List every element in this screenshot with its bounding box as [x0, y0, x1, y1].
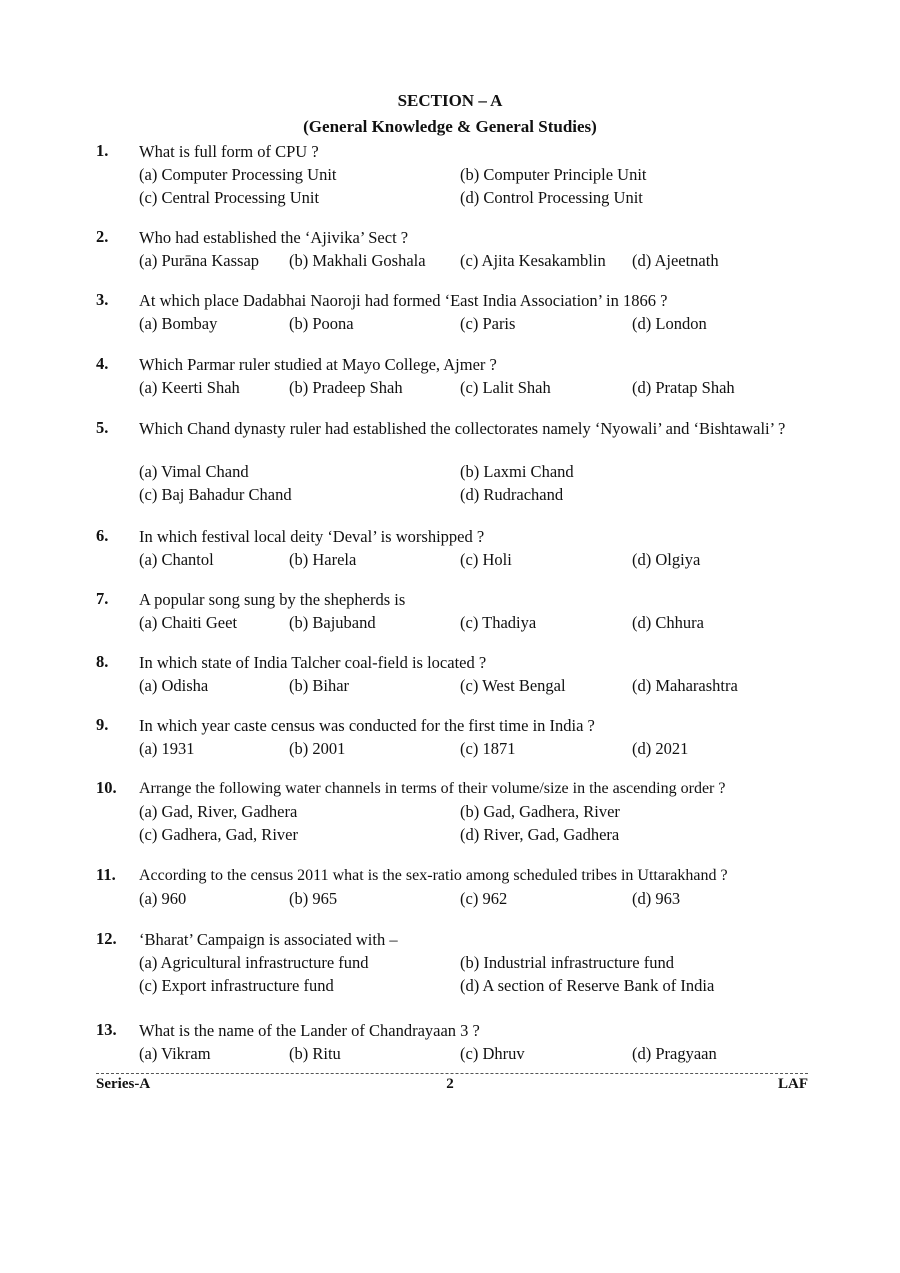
- option-b: (b) Gad, Gadhera, River: [460, 802, 620, 821]
- option-d: (d) Ajeetnath: [632, 251, 719, 270]
- option-b: (b) Computer Principle Unit: [460, 165, 647, 184]
- option-c: (c) Lalit Shah: [460, 378, 551, 397]
- option-c: (c) Ajita Kesakamblin: [460, 251, 606, 270]
- option-a: (a) Purāna Kassap: [139, 251, 260, 270]
- option-a: (a) Gad, River, Gadhera: [139, 802, 298, 821]
- question-text: Who had established the ‘Ajivika’ Sect ?: [139, 228, 409, 247]
- question-text: What is the name of the Lander of Chandrayaan 3 ?: [139, 1021, 480, 1040]
- question-number: 5.: [96, 418, 109, 437]
- option-b: (b) Industrial infrastructure fund: [460, 953, 674, 972]
- question-number: 11.: [96, 865, 116, 884]
- option-d: (d) Pragyaan: [632, 1044, 717, 1063]
- option-c: (c) Baj Bahadur Chand: [139, 485, 292, 504]
- question-number: 9.: [96, 715, 109, 734]
- option-d: (d) 963: [632, 889, 681, 908]
- option-c: (c) 1871: [460, 739, 516, 758]
- option-a: (a) Vikram: [139, 1044, 211, 1063]
- option-b: (b) Makhali Goshala: [289, 251, 426, 270]
- question-number: 2.: [96, 227, 109, 246]
- option-d: (d) Rudrachand: [460, 485, 564, 504]
- option-c: (c) Gadhera, Gad, River: [139, 825, 298, 844]
- question-number: 13.: [96, 1020, 117, 1039]
- option-a: (a) Keerti Shah: [139, 378, 240, 397]
- option-d: (d) Maharashtra: [632, 676, 738, 695]
- option-d: (d) London: [632, 314, 707, 333]
- question-number: 6.: [96, 526, 109, 545]
- option-c: (c) Dhruv: [460, 1044, 525, 1063]
- option-b: (b) 2001: [289, 739, 346, 758]
- footer-page-number: 2: [446, 1076, 454, 1092]
- option-c: (c) 962: [460, 889, 508, 908]
- option-a: (a) 960: [139, 889, 187, 908]
- question-number: 1.: [96, 141, 109, 160]
- option-d: (d) River, Gad, Gadhera: [460, 825, 620, 844]
- question-text: Arrange the following water channels in terms of their volume/size in the ascending order ?: [139, 780, 726, 797]
- option-b: (b) Harela: [289, 550, 357, 569]
- option-c: (c) West Bengal: [460, 676, 566, 695]
- option-b: (b) Bihar: [289, 676, 350, 695]
- question-text: A popular song sung by the shepherds is: [139, 590, 406, 609]
- option-b: (b) Ritu: [289, 1044, 341, 1063]
- option-c: (c) Central Processing Unit: [139, 188, 320, 207]
- option-b: (b) Pradeep Shah: [289, 378, 403, 397]
- question-text: What is full form of CPU ?: [139, 142, 319, 161]
- option-d: (d) Control Processing Unit: [460, 188, 643, 207]
- option-a: (a) Computer Processing Unit: [139, 165, 337, 184]
- question-number: 10.: [96, 778, 117, 797]
- option-d: (d) 2021: [632, 739, 689, 758]
- question-text: In which year caste census was conducted for the first time in India ?: [139, 716, 595, 735]
- option-b: (b) 965: [289, 889, 338, 908]
- option-c: (c) Export infrastructure fund: [139, 976, 334, 995]
- option-d: (d) Chhura: [632, 613, 704, 632]
- question-text: Which Parmar ruler studied at Mayo College, Ajmer ?: [139, 355, 497, 374]
- option-b: (b) Bajuband: [289, 613, 376, 632]
- question-number: 3.: [96, 290, 109, 309]
- footer-divider: [96, 1073, 808, 1074]
- footer-code: LAF: [778, 1076, 808, 1092]
- option-d: (d) Olgiya: [632, 550, 701, 569]
- footer-series: Series-A: [96, 1076, 151, 1092]
- option-a: (a) Chantol: [139, 550, 214, 569]
- question-number: 12.: [96, 929, 117, 948]
- question-number: 7.: [96, 589, 109, 608]
- option-a: (a) Bombay: [139, 314, 218, 333]
- question-number: 8.: [96, 652, 109, 671]
- option-d: (d) A section of Reserve Bank of India: [460, 976, 715, 995]
- option-c: (c) Thadiya: [460, 613, 537, 632]
- question-text: At which place Dadabhai Naoroji had formed ‘East India Association’ in 1866 ?: [139, 291, 668, 310]
- question-number: 4.: [96, 354, 109, 373]
- option-b: (b) Laxmi Chand: [460, 462, 574, 481]
- option-a: (a) Vimal Chand: [139, 462, 249, 481]
- option-d: (d) Pratap Shah: [632, 378, 735, 397]
- option-b: (b) Poona: [289, 314, 354, 333]
- question-text: According to the census 2011 what is the sex-ratio among scheduled tribes in Uttarakhand ?: [139, 867, 728, 884]
- option-a: (a) Odisha: [139, 676, 209, 695]
- option-a: (a) 1931: [139, 739, 195, 758]
- question-text: In which state of India Talcher coal-field is located ?: [139, 653, 487, 672]
- question-text: Which Chand dynasty ruler had established the collectorates namely ‘Nyowali’ and ‘Bishtawali’ ?: [139, 419, 786, 438]
- option-c: (c) Holi: [460, 550, 512, 569]
- question-text: In which festival local deity ‘Deval’ is worshipped ?: [139, 527, 485, 546]
- option-a: (a) Agricultural infrastructure fund: [139, 953, 369, 972]
- question-text: ‘Bharat’ Campaign is associated with –: [139, 930, 398, 949]
- option-c: (c) Paris: [460, 314, 516, 333]
- section-title: SECTION – A: [397, 91, 503, 110]
- section-subtitle: (General Knowledge & General Studies): [303, 117, 597, 136]
- option-a: (a) Chaiti Geet: [139, 613, 238, 632]
